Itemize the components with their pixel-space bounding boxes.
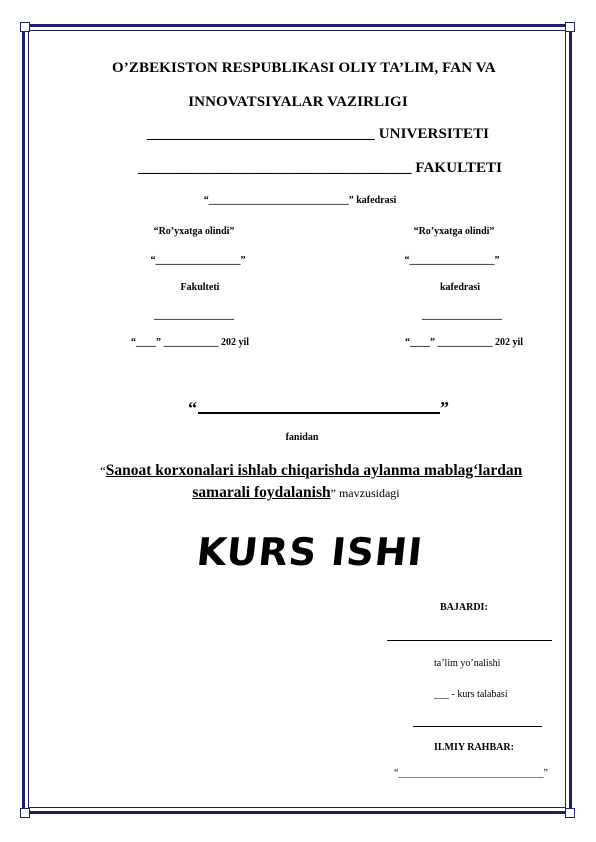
topic-line2 — [0, 484, 594, 502]
topic-text-line1: Sanoat korxonalari ishlab chiqarishda aylanma mablag‘lardan — [105, 462, 523, 479]
left-date-line: “____” ___________ 202 yil — [130, 337, 250, 348]
supervisor-name-field: “_____________________________” — [394, 768, 548, 779]
border-corner-ornament — [565, 22, 575, 32]
left-signature-line: ________________ — [154, 310, 234, 321]
left-registration-number: “_________________” — [150, 255, 246, 266]
subject-name-line — [198, 412, 440, 414]
subject-quote-close: ” — [440, 398, 449, 418]
study-direction-label: ta’lim yo’nalishi — [434, 658, 501, 669]
ministry-title-line1: O’ZBEKISTON RESPUBLIKASI OLIY TA’LIM, FAN VA — [112, 60, 496, 76]
ministry-title-line2: INNOVATSIYALAR VAZIRLIGI — [188, 94, 408, 110]
border-corner-ornament — [20, 808, 30, 818]
university-line: ______________________________ UNIVERSITETI — [146, 126, 490, 142]
right-date-line: “____” ___________ 202 yil — [404, 337, 524, 348]
document-title-text: KURS ISHI — [194, 530, 426, 574]
performer-name-line — [387, 640, 552, 641]
border-corner-ornament — [20, 22, 30, 32]
supervisor-label: ILMIY RAHBAR: — [434, 742, 514, 753]
topic-tail: ” mavzusidagi — [330, 486, 400, 500]
faculty-line: ____________________________________ FAKULTETI — [137, 160, 503, 176]
border-corner-ornament — [565, 808, 575, 818]
topic-line1 — [100, 462, 522, 480]
right-registration-number: “_________________” — [404, 255, 500, 266]
subject-quote-open: “ — [188, 398, 197, 418]
performer-label: BAJARDI: — [440, 602, 488, 613]
topic-text-line2: samarali foydalanish — [192, 484, 331, 501]
student-group-line — [413, 726, 542, 727]
right-department-label: kafedrasi — [440, 282, 480, 293]
course-label: ___ - kurs talabasi — [434, 689, 508, 700]
department-line: “____________________________” kafedrasi — [203, 195, 397, 206]
right-signature-line: ________________ — [422, 310, 502, 321]
subject-caption: fanidan — [285, 432, 319, 443]
document-title — [12, 530, 596, 574]
right-registered-label: “Ro’yxatga olindi” — [413, 226, 495, 237]
left-registered-label: “Ro’yxatga olindi” — [153, 226, 235, 237]
topic-quote-open: “ — [100, 463, 106, 478]
left-faculty-label: Fakulteti — [180, 282, 220, 293]
